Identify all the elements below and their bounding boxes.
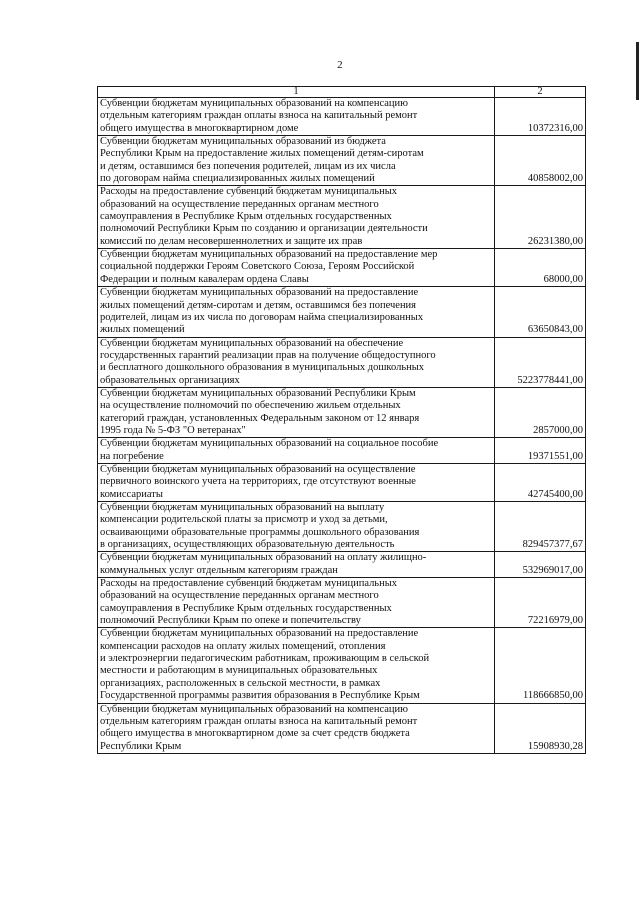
row-description [98,502,495,552]
table-row [98,337,586,387]
description-line: образований на осуществление переданных органам местного [100,590,379,602]
row-description [98,703,495,753]
description-line: комиссий по делам несовершеннолетних и защите их прав [100,235,363,247]
table-row [98,703,586,753]
description-line: Субвенции бюджетам муниципальных образований на предоставление [100,628,419,640]
description-line: осваивающими образовательные программы дошкольного образования [100,526,420,538]
row-description [98,287,495,337]
row-description [98,337,495,387]
description-line: на погребение [100,450,164,462]
description-line: государственных гарантий реализации прав на получение общедоступного [100,349,436,361]
page-number: 2 [337,59,343,71]
scan-edge-mark [636,42,639,100]
row-description [98,249,495,287]
description-line: Субвенции бюджетам муниципальных образований на осуществление [100,463,416,475]
description-line: самоуправления в Республике Крым отдельных государственных [100,211,392,223]
description-line: компенсации родительской платы за присмотр и уход за детьми, [100,514,388,526]
description-line: полномочий Республики Крым по созданию и организации деятельности [100,223,428,235]
description-line: и электроэнергии педагогическим работникам, проживающим в сельской [100,653,430,665]
description-line: в организациях, осуществляющих образовательную деятельность [100,539,395,551]
description-line: Субвенции бюджетам муниципальных образований на компенсацию [100,98,408,109]
row-description [98,438,495,464]
row-amount: 5223778441,00 [495,337,586,387]
row-description [98,552,495,578]
description-line: Субвенции бюджетам муниципальных образований на предоставление [100,287,419,299]
description-line: Субвенции бюджетам муниципальных образований на социальное пособие [100,438,439,450]
table-row [98,249,586,287]
description-line: комиссариаты [100,488,163,500]
row-amount: 15908930,28 [495,703,586,753]
column-header-1: 1 [98,87,495,98]
description-line: организациях, расположенных в сельской местности, в рамках [100,677,381,689]
table-row [98,552,586,578]
row-description [98,136,495,186]
description-line: отдельным категориям граждан оплаты взноса на капитальный ремонт [100,715,418,727]
subvention-table [97,86,586,754]
description-line: социальной поддержки Героям Советского Союза, Героям Российской [100,261,415,273]
row-amount: 72216979,00 [495,578,586,628]
description-line: Субвенции бюджетам муниципальных образований из бюджета [100,136,386,148]
description-line: Расходы на предоставление субвенций бюджетам муниципальных [100,186,398,198]
row-amount: 42745400,00 [495,463,586,501]
table-row [98,186,586,249]
row-amount: 40858002,00 [495,136,586,186]
description-line: на осуществление полномочий по обеспечению жильем отдельных [100,400,401,412]
row-amount: 19371551,00 [495,438,586,464]
table-row [98,628,586,703]
description-line: и детям, оставшимся без попечения родителей, лицам из их числа [100,160,396,172]
description-line: и бесплатного дошкольного образования в муниципальных дошкольных [100,362,425,374]
description-line: Федерации и полным кавалерам ордена Славы [100,273,309,285]
row-description [98,186,495,249]
row-amount: 10372316,00 [495,98,586,136]
table-row [98,98,586,136]
description-line: отдельным категориям граждан оплаты взноса на капитальный ремонт [100,110,418,122]
description-line: 1995 года № 5-ФЗ "О ветеранах" [100,424,246,436]
description-line: самоуправления в Республике Крым отдельных государственных [100,602,392,614]
description-line: образовательных организациях [100,374,240,386]
row-amount: 829457377,67 [495,502,586,552]
description-line: Субвенции бюджетам муниципальных образований на компенсацию [100,703,408,715]
table-header-row [98,87,586,98]
table-row [98,502,586,552]
description-line: Субвенции бюджетам муниципальных образований на оплату жилищно- [100,552,427,564]
description-line: местности и работающим в муниципальных образовательных [100,665,378,677]
row-description [98,387,495,437]
description-line: жилых помещений детям-сиротам и детям, оставшимся без попечения [100,299,417,311]
table-row [98,578,586,628]
table-row [98,463,586,501]
table-row [98,438,586,464]
row-description [98,463,495,501]
description-line: общего имущества в многоквартирном доме [100,122,299,134]
table-row [98,387,586,437]
description-line: первичного воинского учета на территориях, где отсутствуют военные [100,476,416,488]
description-line: общего имущества в многоквартирном доме за счет средств бюджета [100,728,410,740]
description-line: родителей, лицам из их числа по договорам найма специализированных [100,311,424,323]
description-line: компенсации расходов на оплату жилых помещений, отопления [100,640,386,652]
description-line: Субвенции бюджетам муниципальных образований на предоставление мер [100,249,438,261]
row-amount: 63650843,00 [495,287,586,337]
description-line: Государственной программы развития образования в Республике Крым [100,690,420,702]
row-amount: 532969017,00 [495,552,586,578]
description-line: образований на осуществление переданных органам местного [100,198,379,210]
row-amount: 118666850,00 [495,628,586,703]
row-description [98,628,495,703]
description-line: по договорам найма специализированных жилых помещений [100,173,375,185]
row-description [98,578,495,628]
description-line: коммунальных услуг отдельным категориям граждан [100,564,338,576]
row-description [98,98,495,136]
description-line: полномочий Республики Крым по опеке и попечительству [100,615,361,627]
row-amount: 68000,00 [495,249,586,287]
description-line: Расходы на предоставление субвенций бюджетам муниципальных [100,578,398,590]
table-row [98,287,586,337]
table-row [98,136,586,186]
row-amount: 2857000,00 [495,387,586,437]
column-header-2: 2 [495,87,586,98]
row-amount: 26231380,00 [495,186,586,249]
description-line: жилых помещений [100,324,185,336]
description-line: Субвенции бюджетам муниципальных образований Республики Крым [100,387,416,399]
description-line: категорий граждан, установленных Федеральным законом от 12 января [100,412,420,424]
description-line: Республики Крым на предоставление жилых помещений детям-сиротам [100,148,424,160]
description-line: Субвенции бюджетам муниципальных образований на обеспечение [100,337,404,349]
description-line: Республики Крым [100,740,182,752]
description-line: Субвенции бюджетам муниципальных образований на выплату [100,502,385,513]
